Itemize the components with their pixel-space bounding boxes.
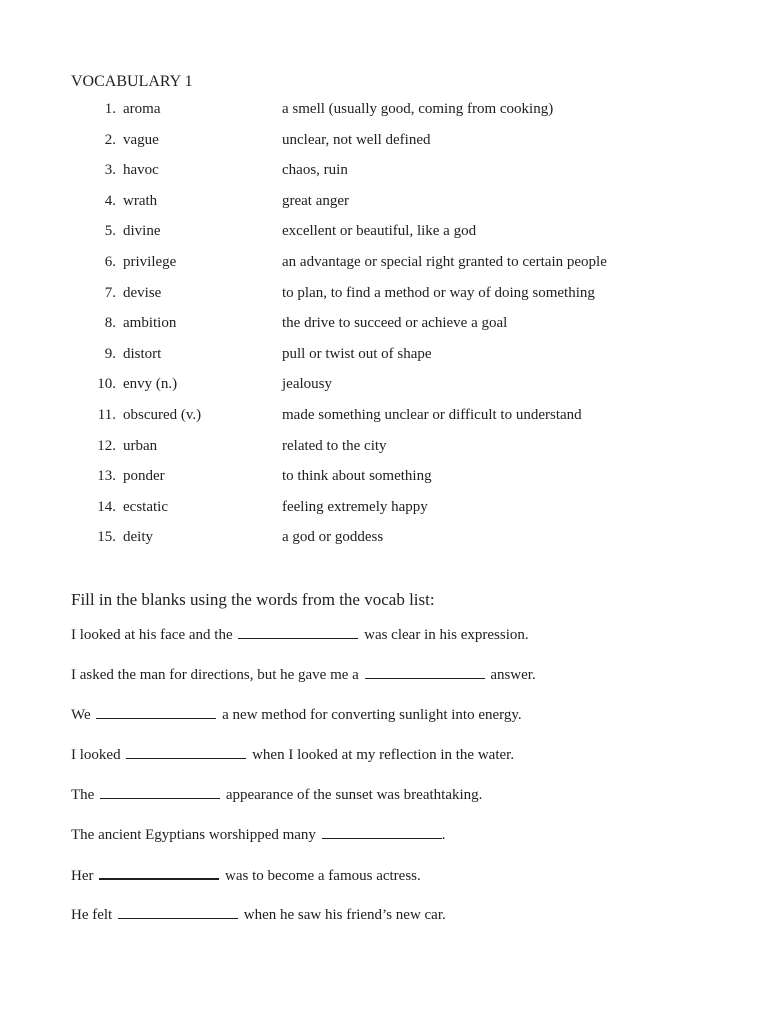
- vocab-item: [0, 129, 768, 151]
- fill-blank-sentence: [71, 664, 536, 686]
- vocab-item: [0, 343, 768, 365]
- fill-blank-sentence: [71, 824, 445, 846]
- vocab-definition: a smell (usually good, coming from cooking): [282, 101, 554, 117]
- vocab-definition: to think about something: [282, 468, 432, 485]
- vocab-item: [0, 98, 768, 120]
- vocab-word: obscured (v.): [123, 407, 202, 423]
- vocab-definition: made something unclear or difficult to understand: [282, 407, 582, 423]
- vocab-item: [0, 282, 768, 304]
- answer-blank[interactable]: [99, 864, 219, 880]
- vocab-item: [0, 404, 768, 426]
- vocab-definition: unclear, not well defined: [282, 131, 431, 148]
- sentence-end: was to become a famous actress.: [225, 868, 421, 884]
- vocab-definition: jealousy: [282, 376, 332, 393]
- answer-blank[interactable]: [100, 784, 220, 799]
- vocab-definition: the drive to succeed or achieve a goal: [282, 315, 508, 332]
- vocab-number: 15.: [97, 529, 116, 546]
- sentence-start: The: [71, 787, 95, 803]
- vocab-definition: great anger: [282, 192, 350, 209]
- answer-blank[interactable]: [365, 664, 485, 679]
- vocab-number: 5.: [104, 223, 116, 240]
- vocab-number: 6.: [104, 254, 116, 270]
- sentence-start: He felt: [71, 907, 113, 923]
- vocab-number: 8.: [104, 315, 116, 332]
- answer-blank[interactable]: [238, 624, 358, 639]
- answer-blank[interactable]: [322, 824, 442, 839]
- vocab-item: [0, 312, 768, 334]
- vocab-item: [0, 190, 768, 212]
- fill-blank-sentence: [71, 624, 529, 646]
- sentence-start: The ancient Egyptians worshipped many: [71, 827, 316, 843]
- sentence-end: a new method for converting sunlight into energy.: [222, 707, 522, 723]
- vocab-item: [0, 465, 768, 487]
- vocab-number: 13.: [97, 468, 116, 485]
- vocab-word: havoc: [123, 162, 159, 179]
- vocab-definition: to plan, to find a method or way of doing something: [282, 284, 595, 301]
- vocab-item: [0, 220, 768, 242]
- sentence-start: We: [71, 707, 91, 723]
- sentence-start: I asked the man for directions, but he gave me a: [71, 667, 359, 683]
- vocab-word: privilege: [123, 254, 177, 270]
- answer-blank[interactable]: [126, 744, 246, 759]
- vocab-item: [0, 373, 768, 395]
- vocab-word: distort: [123, 345, 162, 362]
- vocab-definition: a god or goddess: [282, 529, 384, 546]
- vocab-item: [0, 435, 768, 457]
- vocab-number: 10.: [97, 376, 116, 393]
- answer-blank[interactable]: [96, 704, 216, 719]
- vocab-definition: related to the city: [282, 437, 387, 454]
- vocab-item: [0, 251, 768, 273]
- vocab-word: deity: [123, 529, 153, 546]
- vocab-number: 7.: [104, 284, 116, 301]
- vocab-item: [0, 526, 768, 548]
- sentence-start: I looked: [71, 747, 121, 763]
- sentence-start: I looked at his face and the: [71, 627, 233, 643]
- fill-blank-sentence: [71, 864, 421, 886]
- vocab-word: divine: [123, 223, 161, 240]
- fill-blank-sentence: [71, 784, 482, 806]
- vocab-word: urban: [123, 437, 158, 454]
- sentence-end: was clear in his expression.: [364, 627, 529, 643]
- sentence-end: when he saw his friend’s new car.: [243, 907, 446, 923]
- vocab-definition: an advantage or special right granted to certain people: [282, 254, 607, 270]
- vocab-number: 4.: [104, 192, 116, 209]
- vocab-word: envy (n.): [123, 376, 178, 393]
- answer-blank[interactable]: [118, 904, 238, 919]
- vocab-number: 12.: [97, 437, 116, 454]
- sentence-end: .: [441, 827, 446, 843]
- vocab-definition: excellent or beautiful, like a god: [282, 223, 477, 240]
- vocab-word: aroma: [123, 101, 161, 117]
- vocab-word: devise: [123, 284, 162, 301]
- vocab-definition: feeling extremely happy: [282, 498, 428, 515]
- vocab-number: 11.: [97, 407, 116, 423]
- vocab-word: ecstatic: [123, 498, 168, 515]
- vocab-number: 2.: [104, 131, 116, 148]
- sentence-end: answer.: [490, 667, 536, 683]
- vocab-definition: chaos, ruin: [282, 162, 348, 179]
- fill-blank-sentence: [71, 904, 446, 926]
- vocab-item: [0, 159, 768, 181]
- vocab-word: ponder: [123, 468, 165, 485]
- sentence-start: Her: [71, 868, 94, 884]
- page-title: VOCABULARY 1: [71, 73, 193, 90]
- vocab-item: [0, 496, 768, 518]
- sentence-end: appearance of the sunset was breathtaking.: [225, 787, 483, 803]
- vocab-word: wrath: [123, 192, 158, 209]
- exercise-instructions: Fill in the blanks using the words from the vocab list:: [71, 590, 435, 609]
- sentence-end: when I looked at my reflection in the water.: [252, 747, 515, 763]
- vocab-number: 3.: [104, 162, 116, 179]
- vocab-word: ambition: [123, 315, 177, 332]
- fill-blank-sentence: [71, 744, 514, 766]
- vocab-word: vague: [123, 131, 159, 148]
- fill-blank-sentence: [71, 704, 522, 726]
- vocab-number: 1.: [104, 101, 116, 117]
- vocab-number: 14.: [97, 498, 116, 515]
- vocab-definition: pull or twist out of shape: [282, 345, 432, 362]
- vocab-number: 9.: [104, 345, 116, 362]
